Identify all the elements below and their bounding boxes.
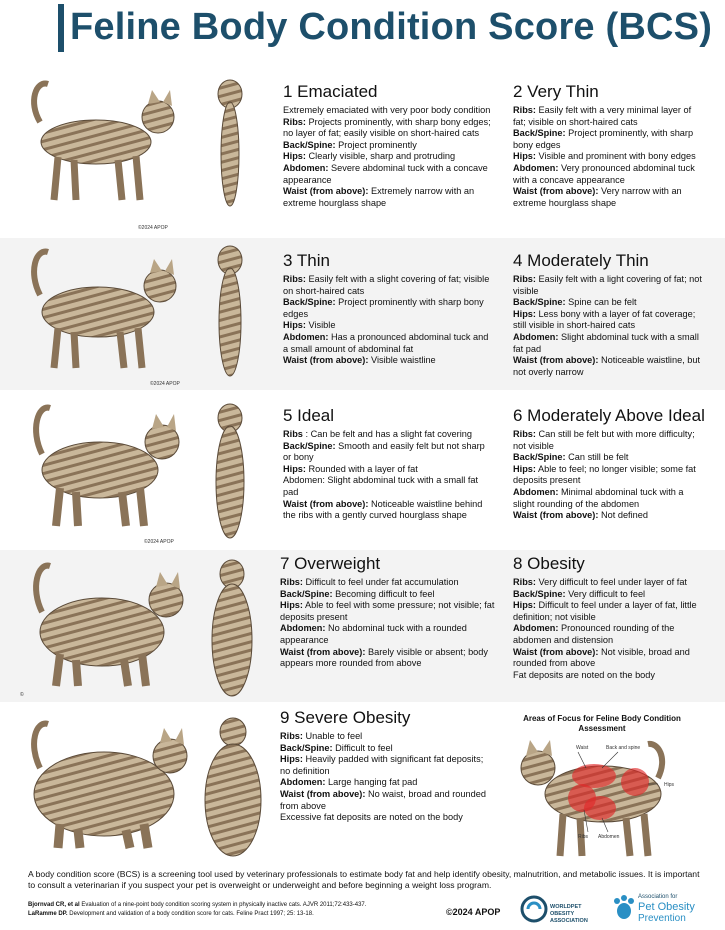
detail-label: Back/Spine: [513,128,566,139]
detail-text: Able to feel with some pressure; not visible; fat deposits present [280,600,495,622]
detail-text: Very difficult to feel under layer of fat [538,577,687,587]
reference-1 [28,901,428,910]
detail-text: No waist, broad and rounded from above [280,788,486,811]
detail-line [280,789,495,812]
focus-label-ribs: Ribs [578,834,589,840]
detail-label: Ribs: [513,577,536,587]
score-2-heading: 2 Very Thin [513,82,599,101]
side-copyright-3: ©2024 APOP [150,381,180,387]
detail-label: Back/Spine: [280,742,333,753]
detail-text: Extremely emaciated with very poor body condition [283,105,491,115]
apop-logo-bottom: Prevention [638,913,686,924]
detail-text: Difficult to feel under fat accumulation [305,577,459,587]
detail-line [513,623,703,646]
detail-text: Can still be felt [568,452,629,463]
detail-label: Abdomen: [513,486,559,497]
detail-text: Large hanging fat pad [327,777,418,788]
detail-text: Fat deposits are noted on the body [513,669,655,680]
detail-label: Ribs: [513,429,536,439]
detail-text: Extremely narrow with an extreme hourglass shape [283,186,475,208]
detail-label: Waist (from above): [513,186,599,197]
focus-label-waist: Waist [576,745,589,751]
detail-label: Back/Spine: [513,452,566,463]
detail-line [280,600,500,623]
detail-line [513,600,703,623]
score-7-heading: 7 Overweight [280,554,381,573]
detail-label: Ribs: [513,105,536,115]
detail-line [283,355,493,367]
detail-label: Ribs: [280,731,303,741]
detail-label: Waist (from above): [283,498,369,509]
detail-label: Hips: [513,600,536,611]
detail-text: Spine can be felt [568,297,637,308]
score-7 [280,554,500,670]
detail-line [513,128,698,151]
detail-line [513,105,698,128]
score-1-details [283,105,503,209]
detail-line [513,297,703,309]
detail-label: Ribs: [513,274,536,284]
detail-line [280,577,500,589]
detail-label: Waist (from above): [513,646,599,657]
detail-label: Back/Spine: [283,297,336,308]
detail-line [513,151,698,163]
page-title: Feline Body Condition Score (BCS) [70,6,713,48]
detail-label: Abdomen: [280,777,326,788]
detail-label: Waist (from above): [513,510,599,521]
detail-text: Very narrow with an extreme hourglass shape [513,186,682,208]
detail-label: Hips: [513,463,536,474]
focus-hips-area [621,768,649,796]
detail-line [513,647,703,670]
detail-line [283,332,493,355]
reference-2-text: Development and validation of a body condition score for cats. Feline Pract 1997; 25: 13-18. [69,911,314,917]
detail-label: Abdomen: [513,162,559,173]
focus-label-hips: Hips [664,782,675,788]
detail-line [283,429,493,441]
detail-text: Easily felt with a very minimal layer of fat; visible on short-haired cats [513,105,692,127]
detail-line [283,151,503,163]
detail-line [283,105,503,117]
reference-2 [28,910,428,919]
reference-1-author: Bjornvad CR, et al [28,902,80,908]
score-9-details [280,731,495,824]
detail-line [283,297,493,320]
reference-1-text: Evaluation of a nine-point body condition scoring system in physically inactive cats. AJVR 2011;72:433-437. [81,902,367,908]
detail-text: Minimal abdominal tuck with a slight rounding of the abdomen [513,486,684,509]
detail-label: Abdomen: [513,331,559,342]
cat-side-illustration-1 [18,72,198,212]
detail-line [513,589,703,601]
detail-line [513,577,703,589]
detail-label: Hips: [283,320,306,331]
score-1 [283,82,503,209]
focus-diagram-title: Areas of Focus for Feline Body Condition Assessment [523,714,681,733]
detail-label: Hips: [283,151,306,162]
score-4-heading: 4 Moderately Thin [513,251,649,270]
detail-text: Project prominently, with sharp bony edges [513,128,694,150]
apop-logo-top: Association for [638,894,678,900]
detail-label: Abdomen: [283,162,329,173]
detail-label: Hips: [513,308,536,319]
detail-text: Abdomen: Slight abdominal tuck with a small fat pad [283,475,479,497]
detail-label: Abdomen: [513,623,559,634]
detail-line [283,441,493,464]
detail-text: Clearly visible, sharp and protruding [308,151,456,162]
detail-text: Can still be felt but with more difficulty; not visible [513,429,695,451]
detail-label: Waist (from above): [513,355,599,366]
score-3 [283,251,493,367]
detail-text: Noticeable waistline behind the ribs with a gently curved hourglass shape [283,498,483,521]
detail-line [283,274,493,297]
detail-line [513,464,703,487]
score-3-heading: 3 Thin [283,251,330,270]
score-9 [280,708,495,824]
detail-label: Hips: [283,463,306,474]
detail-line [280,731,495,743]
reference-2-author: LaRamme DP. [28,911,68,917]
detail-label: Waist (from above): [283,186,369,197]
detail-line [513,274,703,297]
score-7-details [280,577,500,670]
detail-text: Has a pronounced abdominal tuck and a small amount of abdominal fat [283,331,489,354]
footer-description: A body condition score (BCS) is a screening tool used by veterinary professionals to estimate body fat and help identify obesity, malnutrition, and metabolic issues. It is important to consult a veterinarian if you suspect your pet is overweight or underweight and before beginning a weight loss program. [28,869,700,890]
detail-label: Hips: [513,151,536,162]
detail-line [513,309,703,332]
detail-line [513,429,703,452]
detail-text: Not visible, broad and rounded from above [513,646,690,669]
detail-text: Able to feel; no longer visible; some fat deposits present [513,463,696,486]
cat-top-illustration-9 [198,712,268,862]
detail-text: Becoming difficult to feel [335,588,435,599]
detail-text: Rounded with a layer of fat [308,463,418,474]
detail-label: Ribs: [283,116,306,127]
detail-line [513,510,703,522]
detail-text: Visible [308,320,336,331]
focus-label-back: Back and spine [606,745,641,751]
title-accent-bar [58,4,64,52]
detail-text: Less bony with a layer of fat coverage; still visible in short-haired cats [513,308,696,331]
cat-side-illustration-7 [18,554,198,694]
detail-line [280,754,495,777]
detail-label: Back/Spine: [280,588,333,599]
apop-logo [612,893,712,925]
detail-line [283,499,493,522]
references [28,901,428,919]
cat-top-illustration-7 [202,554,262,704]
detail-line [513,332,703,355]
detail-text: Difficult to feel [335,742,393,753]
detail-text: Very pronounced abdominal tuck with a concave appearance [513,162,695,185]
score-1-heading: 1 Emaciated [283,82,378,101]
detail-line [283,320,493,332]
score-6-details [513,429,703,522]
score-6 [513,406,703,522]
detail-line [280,589,500,601]
detail-label: Ribs [283,429,303,439]
detail-text: Smooth and easily felt but not sharp or bony [283,440,485,463]
detail-label: Hips: [280,600,303,611]
detail-line [513,186,698,209]
detail-text: Easily felt with a light covering of fat; not visible [513,274,702,296]
detail-line [280,647,500,670]
detail-label: Abdomen: [283,331,329,342]
detail-text: Visible waistline [370,355,436,366]
detail-line [283,475,493,498]
footer-copyright: ©2024 APOP [446,907,501,917]
detail-text: Not defined [600,510,648,521]
score-4 [513,251,703,378]
detail-line [280,777,495,789]
side-copyright-7: © [20,692,24,698]
apop-logo-main: Pet Obesity [638,901,695,913]
focus-label-abdomen: Abdomen [598,834,620,840]
detail-text: Excessive fat deposits are noted on the body [280,812,463,823]
score-9-heading: 9 Severe Obesity [280,708,411,727]
detail-text: Projects prominently, with sharp bony edges; no layer of fat; easily visible on short-haired cats [283,116,491,139]
detail-label: Waist (from above): [280,788,366,799]
detail-label: Back/Spine: [513,588,566,599]
score-4-details [513,274,703,378]
detail-line [513,670,703,682]
cat-side-illustration-3 [18,240,198,380]
detail-text: Barely visible or absent; body appears more rounded from above [280,646,488,669]
score-3-details [283,274,493,367]
detail-text: Easily felt with a slight covering of fat; visible on short-haired cats [283,274,490,296]
detail-text: Slight abdominal tuck with a small fat pad [513,331,699,354]
detail-label: Hips: [280,754,303,765]
detail-text: No abdominal tuck with a rounded appearance [280,623,467,645]
detail-label: Waist (from above): [283,355,369,366]
score-5-heading: 5 Ideal [283,406,335,425]
detail-line [280,812,495,824]
detail-label: Ribs: [280,577,303,587]
focus-back-spine-area [572,764,616,788]
detail-line [280,623,500,646]
detail-label: Waist (from above): [280,646,366,657]
score-8-heading: 8 Obesity [513,554,585,573]
detail-text: Difficult to feel under a layer of fat, little definition; not visible [513,600,697,622]
detail-text: : Can be felt and has a slight fat covering [305,429,472,439]
detail-line [513,452,703,464]
cat-top-illustration-3 [205,240,255,390]
detail-text: Visible and prominent with bony edges [538,151,696,162]
detail-label: Abdomen: [280,623,326,634]
detail-line [283,186,503,209]
cat-top-illustration-1 [205,74,255,224]
detail-label: Ribs: [283,274,306,284]
score-2 [513,82,698,209]
detail-text: Heavily padded with significant fat deposits; no definition [280,754,484,776]
detail-label: Back/Spine: [283,139,336,150]
detail-line [283,117,503,140]
detail-line [283,464,493,476]
detail-text: Unable to feel [305,731,363,741]
side-copyright-1: ©2024 APOP [138,225,168,231]
detail-line [283,163,503,186]
detail-text: Noticeable waistline, but not overly narrow [513,355,701,377]
detail-label: Back/Spine: [283,440,336,451]
cat-side-illustration-5 [18,396,198,536]
world-pet-obesity-text: WORLDPET OBESITY ASSOCIATION [550,904,588,924]
side-copyright-5: ©2024 APOP [144,539,174,545]
detail-text: Severe abdominal tuck with a concave appearance [283,162,488,185]
score-6-heading: 6 Moderately Above Ideal [513,406,705,425]
detail-line [280,743,495,755]
detail-label: Back/Spine: [513,297,566,308]
score-8 [513,554,703,681]
world-pet-obesity-logo [520,893,604,925]
detail-text: Very difficult to feel [568,588,646,599]
detail-line [513,163,698,186]
detail-text: Project prominently [338,139,417,150]
score-8-details [513,577,703,681]
detail-line [513,355,703,378]
score-5 [283,406,493,522]
score-2-details [513,105,698,209]
detail-line [513,487,703,510]
detail-text: Project prominently with sharp bony edges [283,297,484,319]
detail-line [283,140,503,152]
score-5-details [283,429,493,522]
cat-top-illustration-5 [205,398,255,548]
detail-text: Pronounced rounding of the abdomen and distension [513,623,675,645]
cat-side-illustration-9 [18,712,198,852]
focus-abdomen-area [584,796,616,820]
focus-cat-diagram [508,738,693,860]
